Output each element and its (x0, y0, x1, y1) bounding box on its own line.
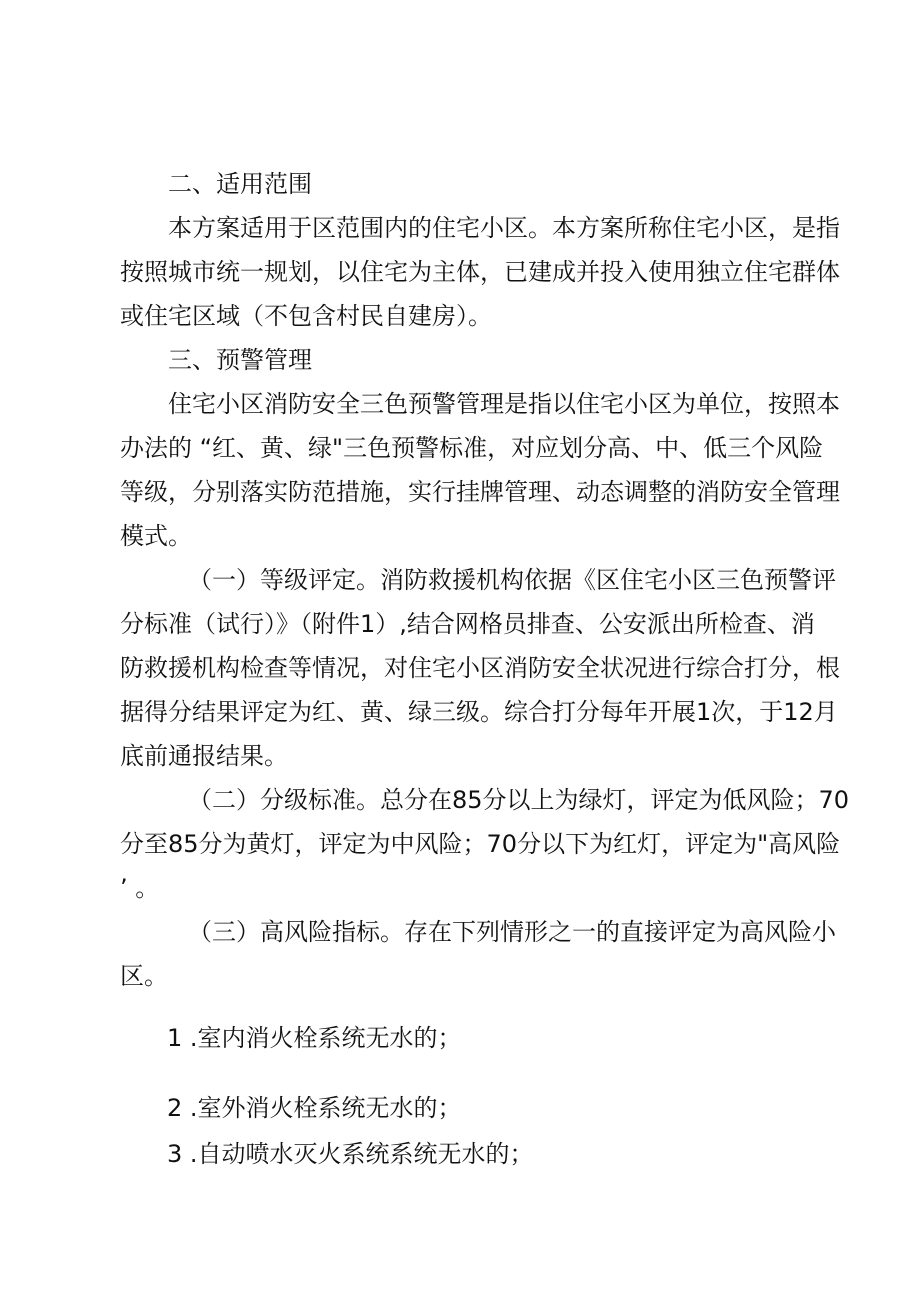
subsection-line: （二）分级标准。总分在85分以上为绿灯，评定为低风险；70 (188, 786, 850, 814)
subsection-line: （一）等级评定。消防救援机构依据《区住宅小区三色预警评 (188, 566, 836, 594)
subsection-line: 分标准（试行）》（附件1）,结合网格员排查、公安派出所检查、消 (120, 610, 815, 638)
list-item: 2 .室外消火栓系统无水的； (167, 1094, 462, 1122)
paragraph-line: 或住宅区域（不包含村民自建房）。 (120, 302, 492, 330)
subsection-line: 区。 (120, 962, 168, 990)
list-item: 1 .室内消火栓系统无水的； (167, 1024, 462, 1052)
paragraph-line: 办法的 “红、黄、绿"三色预警标准，对应划分高、中、低三个风险 (120, 434, 824, 462)
paragraph-line: 等级，分别落实防范措施，实行挂牌管理、动态调整的消防安全管理 (120, 478, 840, 506)
subsection-line: 据得分结果评定为红、黄、绿三级。综合打分每年开展1次，于12月 (120, 698, 838, 726)
list-item: 3 .自动喷水灭火系统系统无水的； (167, 1140, 534, 1168)
paragraph-line: 住宅小区消防安全三色预警管理是指以住宅小区为单位，按照本 (168, 390, 840, 418)
section-heading-warning: 三、预警管理 (168, 346, 312, 374)
subsection-line: 防救援机构检查等情况，对住宅小区消防安全状况进行综合打分，根 (120, 654, 840, 682)
subsection-line: 底前通报结果。 (120, 742, 288, 770)
subsection-line: ’ 。 (120, 874, 160, 902)
subsection-line: 分至85分为黄灯，评定为中风险；70分以下为红灯，评定为"高风险 (120, 830, 841, 858)
paragraph-line: 模式。 (120, 522, 192, 550)
section-heading-scope: 二、适用范围 (168, 170, 312, 198)
subsection-line: （三）高风险指标。存在下列情形之一的直接评定为高风险小 (188, 918, 836, 946)
paragraph-line: 本方案适用于区范围内的住宅小区。本方案所称住宅小区，是指 (168, 214, 840, 242)
paragraph-line: 按照城市统一规划，以住宅为主体，已建成并投入使用独立住宅群体 (120, 258, 840, 286)
